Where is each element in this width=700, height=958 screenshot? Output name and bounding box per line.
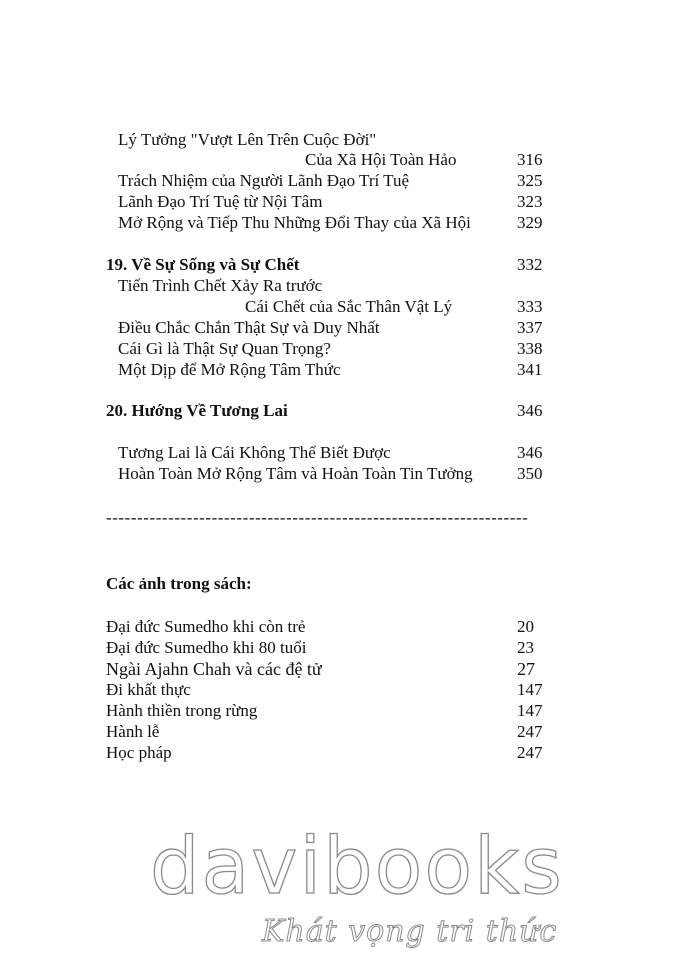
toc-entry-opportunity: Một Dịp để Mở Rộng Tâm Thức: [118, 360, 341, 379]
toc-entry-responsibility: Trách Nhiệm của Người Lãnh Đạo Trí Tuệ: [118, 171, 409, 190]
watermark-tagline: Khát vọng tri thức: [262, 914, 558, 949]
photo-item: Hành thiền trong rừng: [106, 701, 258, 720]
toc-page: 333: [517, 297, 543, 316]
photo-page: 147: [517, 701, 543, 720]
toc-entry-future-unknown: Tương Lai là Cái Không Thể Biết Được: [118, 443, 391, 462]
toc-entry-what-matters: Cái Gì là Thật Sự Quan Trọng?: [118, 339, 331, 358]
toc-page: 341: [517, 360, 543, 379]
toc-entry-open-trust: Hoàn Toàn Mở Rộng Tâm và Hoàn Toàn Tin Tưởng: [118, 464, 473, 483]
section-divider: --------------------------------------------------------------------: [106, 508, 529, 527]
photo-page: 247: [517, 743, 543, 762]
photo-item: Ngài Ajahn Chah và các đệ tử: [106, 659, 322, 679]
toc-page: 316: [517, 150, 543, 169]
photo-page: 247: [517, 722, 543, 741]
photo-page: 20: [517, 617, 534, 636]
photo-page: 147: [517, 680, 543, 699]
toc-page: 329: [517, 213, 543, 232]
toc-page: 337: [517, 318, 543, 337]
toc-entry-ideal: Lý Tưởng "Vượt Lên Trên Cuộc Đời": [118, 130, 377, 149]
toc-entry-ideal-cont: Của Xã Hội Toàn Hảo: [305, 150, 457, 169]
photo-item: Hành lễ: [106, 722, 160, 741]
toc-page: 346: [517, 443, 543, 462]
photo-item: Đi khất thực: [106, 680, 191, 699]
photo-item: Đại đức Sumedho khi còn trẻ: [106, 617, 306, 636]
toc-entry-dying-process-cont: Cái Chết của Sắc Thân Vật Lý: [245, 297, 453, 316]
toc-entry-expansion: Mở Rộng và Tiếp Thu Những Đổi Thay của Xã Hội: [118, 213, 471, 232]
photo-item: Học pháp: [106, 743, 172, 762]
photo-item: Đại đức Sumedho khi 80 tuổi: [106, 638, 307, 657]
photo-page: 23: [517, 638, 534, 657]
chapter-20-heading: 20. Hướng Về Tương Lai: [106, 401, 288, 420]
photo-page: 27: [517, 659, 535, 679]
photos-heading: Các ảnh trong sách:: [106, 574, 252, 593]
toc-page: 350: [517, 464, 543, 483]
chapter-19-heading: 19. Về Sự Sống và Sự Chết: [106, 255, 300, 274]
toc-page: 338: [517, 339, 543, 358]
watermark-logo: davibooks: [150, 822, 564, 912]
toc-page: 323: [517, 192, 543, 211]
toc-page: 332: [517, 255, 543, 274]
toc-entry-certainty: Điều Chắc Chắn Thật Sự và Duy Nhất: [118, 318, 380, 337]
toc-page: 325: [517, 171, 543, 190]
toc-entry-leadership: Lãnh Đạo Trí Tuệ từ Nội Tâm: [118, 192, 323, 211]
toc-page: 346: [517, 401, 543, 420]
toc-entry-dying-process: Tiến Trình Chết Xảy Ra trước: [118, 276, 323, 295]
